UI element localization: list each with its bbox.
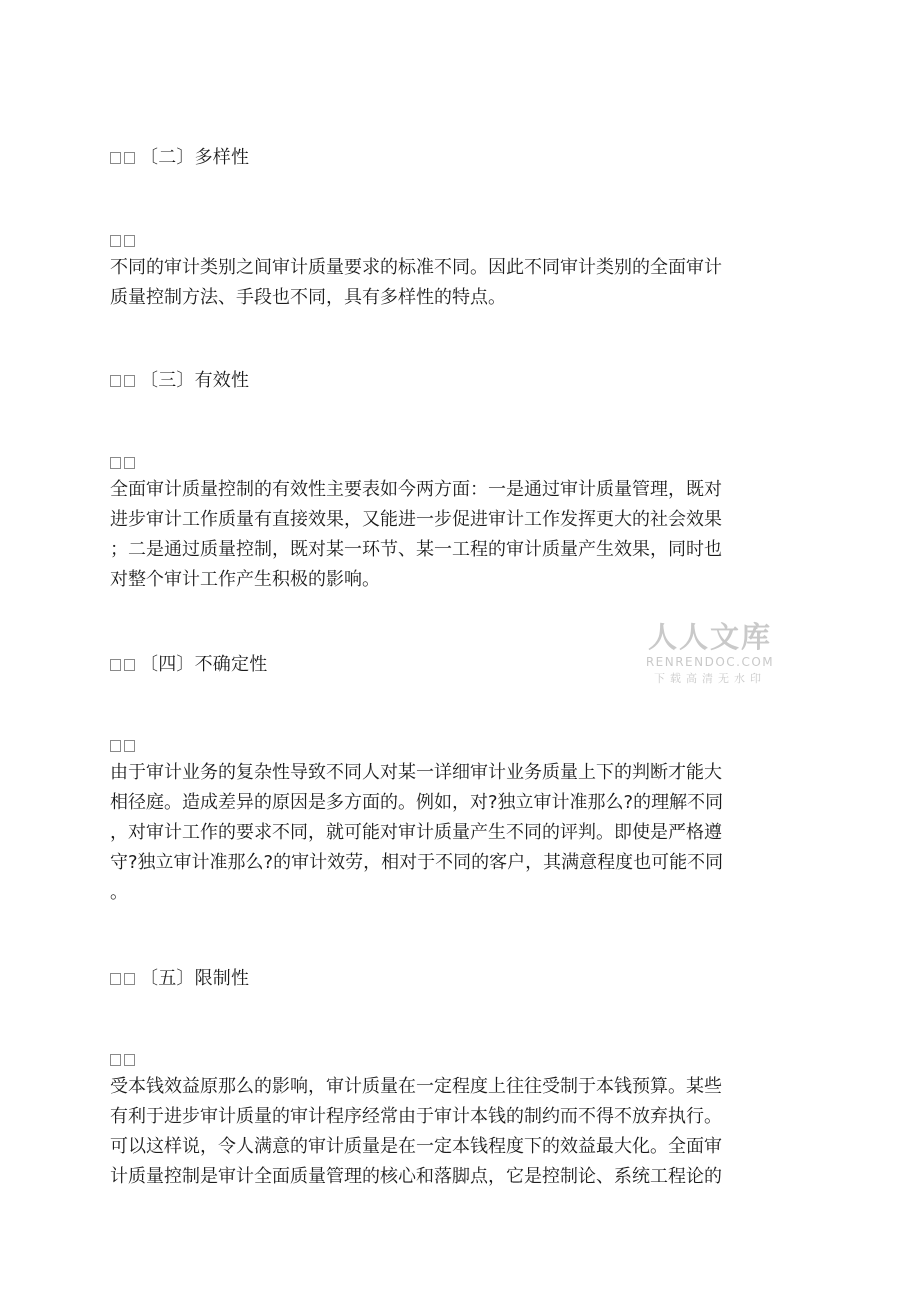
glyph-box-marker xyxy=(110,1045,138,1075)
paragraph-line: ；二是通过质量控制，既对某一环节、某一工程的审计质量产生效果，同时也 xyxy=(110,539,722,560)
watermark-domain: RENRENDOC.COM xyxy=(645,655,775,669)
missing-glyph-box xyxy=(124,1054,135,1066)
heading-label: 〔四〕不确定性 xyxy=(140,654,268,675)
section-paragraph-3 xyxy=(110,475,810,595)
section-heading-4 xyxy=(110,650,267,680)
missing-glyph-box xyxy=(110,1054,121,1066)
section-heading-3 xyxy=(110,366,249,396)
section-heading-5 xyxy=(110,964,249,994)
missing-glyph-box xyxy=(124,740,135,752)
missing-glyph-box xyxy=(110,375,121,387)
paragraph-line: ，对审计工作的要求不同，就可能对审计质量产生不同的评判。即使是严格遵 xyxy=(110,822,722,843)
paragraph-line: 。 xyxy=(110,882,128,903)
paragraph-line: 有利于进步审计质量的审计程序经常由于审计本钱的制约而不得不放弃执行。 xyxy=(110,1106,722,1127)
missing-glyph-box xyxy=(110,973,121,985)
renrendoc-watermark xyxy=(640,620,780,686)
section-heading-2 xyxy=(110,143,249,173)
paragraph-line: 可以这样说，令人满意的审计质量是在一定本钱程度下的效益最大化。全面审 xyxy=(110,1136,722,1157)
missing-glyph-box xyxy=(124,659,135,671)
paragraph-line: 不同的审计类别之间审计质量要求的标准不同。因此不同审计类别的全面审计 xyxy=(110,257,722,278)
glyph-box-marker xyxy=(110,226,138,256)
missing-glyph-box xyxy=(124,973,135,985)
watermark-subtitle: 下载高清无水印 xyxy=(654,672,766,685)
paragraph-line: 由于审计业务的复杂性导致不同人对某一详细审计业务质量上下的判断才能大 xyxy=(110,762,722,783)
missing-glyph-box xyxy=(124,457,135,469)
missing-glyph-box xyxy=(124,375,135,387)
paragraph-line: 计质量控制是审计全面质量管理的核心和落脚点，它是控制论、系统工程论的 xyxy=(110,1166,722,1187)
paragraph-line: 相径庭。造成差异的原因是多方面的。例如，对?独立审计准那么?的理解不同 xyxy=(110,792,724,813)
paragraph-line: 进步审计工作质量有直接效果，又能进一步促进审计工作发挥更大的社会效果 xyxy=(110,509,722,530)
paragraph-line: 全面审计质量控制的有效性主要表如今两方面：一是通过审计质量管理，既对 xyxy=(110,479,722,500)
missing-glyph-box xyxy=(110,152,121,164)
missing-glyph-box xyxy=(110,659,121,671)
missing-glyph-box xyxy=(110,457,121,469)
heading-label: 〔五〕限制性 xyxy=(140,968,250,989)
paragraph-line: 守?独立审计准那么?的审计效劳，相对于不同的客户，其满意程度也可能不同 xyxy=(110,852,724,873)
paragraph-line: 受本钱效益原那么的影响，审计质量在一定程度上往往受制于本钱预算。某些 xyxy=(110,1076,722,1097)
missing-glyph-box xyxy=(124,235,135,247)
heading-label: 〔二〕多样性 xyxy=(140,147,250,168)
section-paragraph-4 xyxy=(110,758,810,908)
missing-glyph-box xyxy=(110,740,121,752)
glyph-box-marker xyxy=(110,448,138,478)
section-paragraph-5 xyxy=(110,1072,810,1192)
paragraph-line: 质量控制方法、手段也不同，具有多样性的特点。 xyxy=(110,287,506,308)
section-paragraph-2 xyxy=(110,253,810,313)
watermark-title: 人人文库 xyxy=(647,620,772,654)
missing-glyph-box xyxy=(110,235,121,247)
glyph-box-marker xyxy=(110,731,138,761)
missing-glyph-box xyxy=(124,152,135,164)
paragraph-line: 对整个审计工作产生积极的影响。 xyxy=(110,569,380,590)
heading-label: 〔三〕有效性 xyxy=(140,370,250,391)
